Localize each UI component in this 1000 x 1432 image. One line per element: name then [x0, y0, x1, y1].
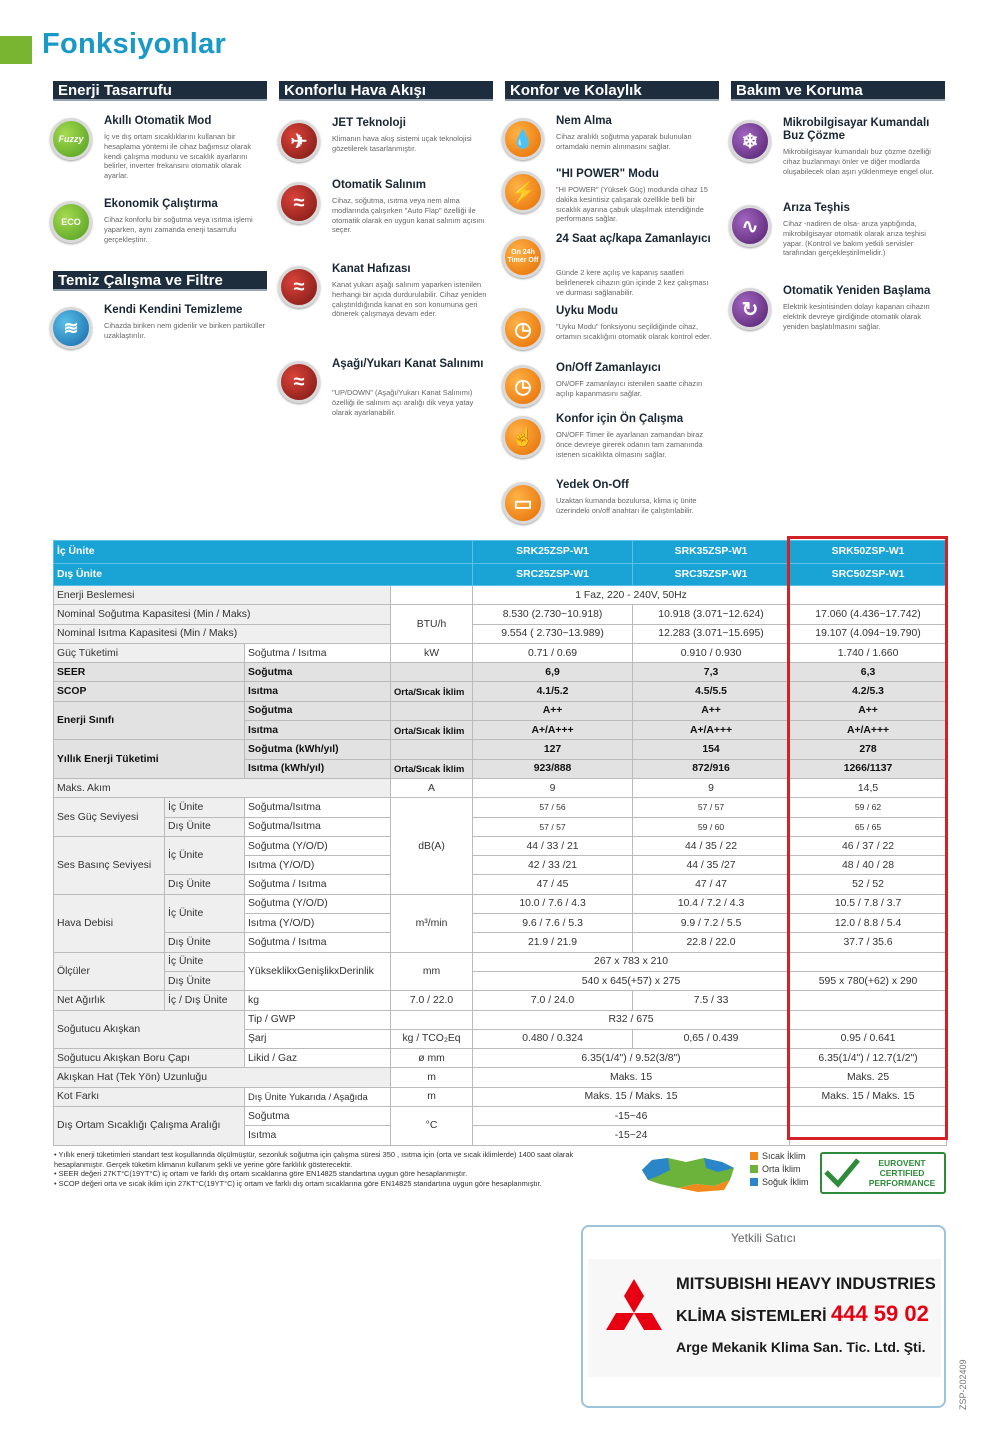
table-cell: 37.7 / 35.6 — [790, 933, 947, 952]
footnotes — [54, 1150, 616, 1188]
section-header-konforlu-hava: Konforlu Hava Akışı — [279, 81, 493, 101]
table-cell: SRK35ZSP-W1 — [633, 541, 790, 564]
table-cell: 52 / 52 — [790, 875, 947, 894]
table-cell: 48 / 40 / 28 — [790, 856, 947, 875]
table-cell: SCOP — [54, 682, 245, 701]
table-cell: 595 x 780(+62) x 290 — [790, 971, 947, 990]
table-cell: 127 — [473, 740, 633, 759]
table-cell: 59 / 62 — [790, 798, 947, 817]
table-cell: YükseklikxGenişlikxDerinlik — [245, 952, 391, 991]
feature-title: Ekonomik Çalıştırma — [104, 198, 218, 210]
table-cell: 923/888 — [473, 759, 633, 778]
jet-plane-icon: ✈ — [278, 120, 320, 162]
table-cell: 22.8 / 22.0 — [633, 933, 790, 952]
legend-item — [750, 1163, 809, 1176]
table-cell: İç Ünite — [165, 836, 245, 875]
section-header-temiz: Temiz Çalışma ve Filtre — [53, 271, 267, 291]
table-cell: Dış Ünite — [165, 971, 245, 990]
table-cell: A+/A+++ — [473, 721, 633, 740]
table-cell: 65 / 65 — [790, 817, 947, 836]
table-cell: Isıtma — [245, 721, 391, 740]
feature-description: Elektrik kesintisinden dolayı kapanan cihazın elektrik devreye girdiğinde otomatik olarak yeniden başlatılmasını sağlar. — [783, 302, 930, 331]
table-cell: 540 x 645(+57) x 275 — [473, 971, 790, 990]
table-cell: mm — [391, 952, 473, 991]
feature-description: Uzaktan kumanda bozulursa, klima iç ünite üzerindeki on/off anahtarı ile çalıştırılabilir. — [556, 496, 697, 515]
snowflake-icon: ❄ — [729, 120, 771, 162]
table-cell: dB(A) — [391, 798, 473, 894]
switch-icon: ▭ — [502, 482, 544, 524]
table-cell: Şarj — [245, 1029, 391, 1048]
footnote: • SEER değeri 27KT°C(19YT°C) iç ortam ve farklı dış ortam sıcaklarına göre EN14825 standartına uygun göre hesaplanmıştır. — [54, 1169, 468, 1178]
feature-title: Otomatik Yeniden Başlama — [783, 285, 931, 297]
table-cell: SRC25ZSP-W1 — [473, 563, 633, 586]
table-cell: 8.530 (2.730~10.918) — [473, 605, 633, 624]
highlight-frame — [787, 536, 948, 1140]
eurovent-text: PERFORMANCE — [868, 1178, 936, 1188]
table-cell — [391, 740, 473, 759]
table-cell: 21.9 / 21.9 — [473, 933, 633, 952]
table-cell: 19.107 (4.094~19.790) — [790, 624, 947, 643]
table-cell: 872/916 — [633, 759, 790, 778]
table-cell: Soğutma (Y/O/D) — [245, 894, 391, 913]
feature-title: JET Teknoloji — [332, 117, 406, 129]
water-drop-icon: 💧 — [502, 118, 544, 160]
table-cell: 0.71 / 0.69 — [473, 643, 633, 662]
dealer-subtitle — [676, 1301, 929, 1327]
table-cell: Soğutma/Isıtma — [245, 798, 391, 817]
table-cell: Soğutma / Isıtma — [245, 933, 391, 952]
dealer-title: Yetkili Satıcı — [731, 1231, 796, 1245]
table-cell: SEER — [54, 663, 245, 682]
pulse-diagnostic-icon: ∿ — [729, 205, 771, 247]
table-cell: Yıllık Enerji Tüketimi — [54, 740, 245, 779]
table-cell: Hava Debisi — [54, 894, 165, 952]
table-cell: Dış Ortam Sıcaklığı Çalışma Aralığı — [54, 1107, 245, 1146]
table-cell: 0.480 / 0.324 — [473, 1029, 633, 1048]
table-cell: ø mm — [391, 1049, 473, 1068]
table-cell: Dış Ünite — [165, 817, 245, 836]
feature-description: Klimanın hava akış sistemi uçak teknolojisi gözetilerek tasarlanmıştır. — [332, 134, 472, 153]
table-cell: 278 — [790, 740, 947, 759]
table-cell: Enerji Beslemesi — [54, 586, 391, 605]
feature-title: Akıllı Otomatik Mod — [104, 115, 212, 127]
table-cell: Isıtma (kWh/yıl) — [245, 759, 391, 778]
table-cell: 7.5 / 33 — [633, 991, 790, 1010]
table-cell: m — [391, 1068, 473, 1087]
table-cell: -15~24 — [473, 1126, 790, 1145]
table-cell: İç Ünite — [54, 541, 473, 564]
table-cell: İç Ünite — [165, 894, 245, 933]
table-cell: 57 / 57 — [473, 817, 633, 836]
legend-item — [750, 1150, 809, 1163]
page-title: Fonksiyonlar — [42, 28, 227, 60]
feature-title: Arıza Teşhis — [783, 202, 850, 214]
flap-memory-icon: ≈ — [278, 266, 320, 308]
table-cell: Soğutma / Isıtma — [245, 875, 391, 894]
table-cell: BTU/h — [391, 605, 473, 644]
table-cell: Orta/Sıcak İklim — [391, 759, 473, 778]
table-cell: 44 / 33 / 21 — [473, 836, 633, 855]
table-cell: Net Ağırlık — [54, 991, 165, 1010]
feature-title: Kendi Kendini Temizleme — [104, 304, 243, 316]
table-cell: Orta/Sıcak İklim — [391, 682, 473, 701]
table-cell: Dış Ünite — [54, 563, 473, 586]
feature-description: İç ve dış ortam sıcaklıklarını kullanan bir hesaplama yöntemi ile cihaz bağımsız olarak kendi çalışma modunu ve sıcaklık ayarlarını belirler, inverter frekansını otomatik olarak ayarlar. — [104, 132, 252, 181]
table-cell: 17.060 (4.436~17.742) — [790, 605, 947, 624]
table-cell: 0.95 / 0.641 — [790, 1029, 947, 1048]
table-cell: 57 / 56 — [473, 798, 633, 817]
feature-description: Cihaz, soğutma, ısıtma veya nem alma modlarında çalışırken "Auto Flap" özelliği ile otomatik olarak en uygun kanat salınım açısını seçer. — [332, 196, 485, 235]
table-cell: Ses Basınç Seviyesi — [54, 836, 165, 894]
table-cell — [391, 586, 473, 605]
feature-title: Otomatik Salınım — [332, 179, 426, 191]
dealer-company: Arge Mekanik Klima San. Tic. Ltd. Şti. — [676, 1339, 926, 1355]
clean-filter-icon: ≋ — [50, 307, 92, 349]
table-cell: 14,5 — [790, 778, 947, 797]
table-cell: Dış Ünite Yukarıda / Aşağıda — [245, 1087, 391, 1106]
eurovent-text: CERTIFIED — [879, 1168, 925, 1178]
table-cell: kg / TCO₂Eq — [391, 1029, 473, 1048]
table-cell: 0,65 / 0.439 — [633, 1029, 790, 1048]
feature-title: "HI POWER" Modu — [556, 168, 659, 180]
feature-title: Nem Alma — [556, 115, 612, 127]
feature-title: On/Off Zamanlayıcı — [556, 362, 661, 374]
table-cell: Soğutma — [245, 701, 391, 720]
table-cell: 10.5 / 7.8 / 3.7 — [790, 894, 947, 913]
table-cell: 6.35(1/4") / 9.52(3/8") — [473, 1049, 790, 1068]
table-cell: 12.283 (3.071~15.695) — [633, 624, 790, 643]
table-cell: 47 / 45 — [473, 875, 633, 894]
table-cell: 1266/1137 — [790, 759, 947, 778]
feature-description: Cihaz -nadiren de olsa- arıza yaptığında, mikrobilgisayar otomatik olarak arıza teşhisi yapar. (Kontrol ve bakım yetkili servisler tarafından gerçekleştirilmelidir.) — [783, 219, 926, 258]
feature-title: Yedek On-Off — [556, 479, 629, 491]
table-cell: Orta/Sıcak İklim — [391, 721, 473, 740]
dealer-card — [588, 1259, 941, 1377]
table-cell: 6,3 — [790, 663, 947, 682]
table-cell: SRK50ZSP-W1 — [790, 541, 947, 564]
table-cell: İç / Dış Ünite — [165, 991, 245, 1010]
feature-title: Mikrobilgisayar Kumandalı Buz Çözme — [783, 117, 930, 142]
table-cell: kW — [391, 643, 473, 662]
table-cell: A — [391, 778, 473, 797]
legend-label: Soğuk İklim — [762, 1177, 809, 1187]
table-cell: A++ — [633, 701, 790, 720]
table-cell: Soğutma (kWh/yıl) — [245, 740, 391, 759]
table-cell: Ölçüler — [54, 952, 165, 991]
table-cell: Nominal Soğutma Kapasitesi (Min / Maks) — [54, 605, 391, 624]
mitsubishi-diamonds-logo-icon — [598, 1277, 670, 1343]
feature-description: Cihazda biriken nem giderilir ve biriken partiküller uzaklaştırılır. — [104, 321, 266, 340]
dealer-subtitle-text: KLİMA SİSTEMLERİ — [676, 1308, 827, 1325]
footnote: • Yıllık enerji tüketimleri standart test koşullarında ölçülmüştür, sezonluk soğutma için çalışma süresi 350 , ısıtma için (orta ve sıcak iklimlerde) 1400 saat olarak hesaplanmıştır. Gerçek tüketim klimanın kullanım şekli ve yerine göre farklılık gösterecektir. — [54, 1150, 574, 1169]
table-cell: 7,3 — [633, 663, 790, 682]
eurovent-logo — [820, 1152, 946, 1194]
table-cell: Isıtma — [245, 1126, 391, 1145]
legend-item — [750, 1176, 809, 1189]
green-swatch-icon — [750, 1165, 758, 1173]
orange-swatch-icon — [750, 1152, 758, 1160]
table-cell — [391, 1010, 473, 1029]
feature-title: Konfor için Ön Çalışma — [556, 413, 684, 425]
section-header-konfor-kolaylik: Konfor ve Kolaylık — [505, 81, 719, 101]
table-cell: 7.0 / 24.0 — [473, 991, 633, 1010]
blue-swatch-icon — [750, 1178, 758, 1186]
table-cell: 10.918 (3.071~12.624) — [633, 605, 790, 624]
climate-legend — [750, 1150, 809, 1189]
table-cell: 6.35(1/4") / 12.7(1/2") — [790, 1049, 947, 1068]
table-cell: Akışkan Hat (Tek Yön) Uzunluğu — [54, 1068, 391, 1087]
table-cell: 4.5/5.5 — [633, 682, 790, 701]
section-header-bakim: Bakım ve Koruma — [731, 81, 945, 101]
eurovent-check-icon — [822, 1156, 862, 1190]
table-cell: SRC35ZSP-W1 — [633, 563, 790, 586]
eurovent-text: EUROVENT — [878, 1158, 926, 1168]
table-cell: 44 / 35 /27 — [633, 856, 790, 875]
feature-description: "HI POWER" (Yüksek Güç) modunda cihaz 15 dakika kesintisiz çalışarak özellikle belli bir sıcaklık ayarına çabuk ulaşılmak istendiğinde performans sağlar. — [556, 185, 708, 224]
table-cell: SRC50ZSP-W1 — [790, 563, 947, 586]
legend-label: Orta İklim — [762, 1164, 801, 1174]
table-cell: R32 / 675 — [473, 1010, 790, 1029]
table-cell: kg — [245, 991, 391, 1010]
feature-description: Cihaz konforlu bir soğutma veya ısıtma işlemi yaparken, aynı zamanda enerji tasarrufu gerçekleştirir. — [104, 215, 253, 244]
feature-description: ON/OFF Timer ile ayarlanan zamandan biraz önce devreye girerek odanın tam zamanında istenen sıcaklıkta olmasını sağlar. — [556, 430, 704, 459]
table-cell: Dış Ünite — [165, 875, 245, 894]
table-cell: Soğutma — [245, 1107, 391, 1126]
table-cell: Soğutucu Akışkan — [54, 1010, 245, 1049]
table-cell: 9.6 / 7.6 / 5.3 — [473, 914, 633, 933]
hand-touch-icon: ☝ — [502, 416, 544, 458]
table-cell: 9 — [633, 778, 790, 797]
table-cell: Soğutma — [245, 663, 391, 682]
lightning-icon: ⚡ — [502, 171, 544, 213]
section-header-enerji: Enerji Tasarrufu — [53, 81, 267, 101]
table-cell: 154 — [633, 740, 790, 759]
table-cell: Soğutma / Isıtma — [245, 643, 391, 662]
airflow-swing-icon: ≈ — [278, 182, 320, 224]
table-cell: 46 / 37 / 22 — [790, 836, 947, 855]
table-cell: A+/A+++ — [633, 721, 790, 740]
table-cell — [391, 701, 473, 720]
footnote: • SCOP değeri orta ve sıcak iklim için 27KT°C(19YT°C) iç ortam ve farklı dış ortam sıcaklarına göre EN14825 standartına uygun göre hesaplanmıştır. — [54, 1178, 542, 1188]
table-cell: 57 / 57 — [633, 798, 790, 817]
table-cell: 9.9 / 7.2 / 5.5 — [633, 914, 790, 933]
dealer-brand: MITSUBISHI HEAVY INDUSTRIES — [676, 1275, 936, 1293]
table-cell: 4.1/5.2 — [473, 682, 633, 701]
table-cell: Ses Güç Seviyesi — [54, 798, 165, 837]
table-cell: A++ — [473, 701, 633, 720]
feature-description: Cihaz aralıklı soğutma yaparak bulunulan ortamdaki nemin alınmasını sağlar. — [556, 132, 692, 151]
table-cell: Tip / GWP — [245, 1010, 391, 1029]
table-cell: °C — [391, 1107, 473, 1146]
feature-description: "UP/DOWN" (Aşağı/Yukarı Kanat Salınımı) özelliği ile salınım açı aralığı dik veya yatay olarak ayarlanabilir. — [332, 388, 474, 417]
feature-title: Uyku Modu — [556, 305, 618, 317]
table-cell: 4.2/5.3 — [790, 682, 947, 701]
table-cell: Maks. 15 — [473, 1068, 790, 1087]
table-cell: 9.554 ( 2.730~13.989) — [473, 624, 633, 643]
restart-icon: ↻ — [729, 288, 771, 330]
feature-title: Kanat Hafızası — [332, 263, 411, 275]
table-cell: 0.910 / 0.930 — [633, 643, 790, 662]
table-cell: Soğutma (Y/O/D) — [245, 836, 391, 855]
table-cell: Güç Tüketimi — [54, 643, 245, 662]
eco-icon: ECO — [50, 201, 92, 243]
legend-label: Sıcak İklim — [762, 1151, 806, 1161]
table-cell: Dış Ünite — [165, 933, 245, 952]
table-cell: A+/A+++ — [790, 721, 947, 740]
table-cell: İç Ünite — [165, 798, 245, 817]
table-cell — [391, 663, 473, 682]
feature-title: Aşağı/Yukarı Kanat Salınımı — [332, 358, 484, 370]
table-cell: SRK25ZSP-W1 — [473, 541, 633, 564]
table-cell: 6,9 — [473, 663, 633, 682]
table-cell: İç Ünite — [165, 952, 245, 971]
table-cell: -15~46 — [473, 1107, 790, 1126]
table-cell: Maks. 25 — [790, 1068, 947, 1087]
feature-description: Günde 2 kere açılış ve kapanış saatleri belirlenerek cihazın gün içinde 2 kez çalışması ve durması sağlanabilir. — [556, 268, 709, 297]
table-cell: 9 — [473, 778, 633, 797]
table-cell: 1 Faz, 220 - 240V, 50Hz — [473, 586, 790, 605]
sleep-clock-icon: ◷ — [502, 308, 544, 350]
feature-description: "Uyku Modu" fonksiyonu seçildiğinde cihaz, ortamın sıcaklığını otomatik olarak kontrol eder. — [556, 322, 712, 341]
table-cell: m³/min — [391, 894, 473, 952]
timer-clock-icon: ◷ — [502, 365, 544, 407]
table-cell: 59 / 60 — [633, 817, 790, 836]
table-cell: 10.4 / 7.2 / 4.3 — [633, 894, 790, 913]
table-cell: Isıtma — [245, 682, 391, 701]
table-cell: Isıtma (Y/O/D) — [245, 914, 391, 933]
title-accent-bar — [0, 36, 32, 64]
table-cell: A++ — [790, 701, 947, 720]
table-cell: 7.0 / 22.0 — [391, 991, 473, 1010]
table-cell: Enerji Sınıfı — [54, 701, 245, 740]
table-cell: 12.0 / 8.8 / 5.4 — [790, 914, 947, 933]
fuzzy-icon: Fuzzy — [50, 118, 92, 160]
table-cell: Isıtma (Y/O/D) — [245, 856, 391, 875]
table-cell: Likid / Gaz — [245, 1049, 391, 1068]
table-cell: Nominal Isıtma Kapasitesi (Min / Maks) — [54, 624, 391, 643]
feature-title: 24 Saat aç/kapa Zamanlayıcı — [556, 233, 711, 245]
timer-24h-icon: On 24h Timer Off — [502, 236, 544, 278]
table-cell: Maks. 15 / Maks. 15 — [473, 1087, 790, 1106]
table-cell: 47 / 47 — [633, 875, 790, 894]
feature-description: Kanat yukarı aşağı salınım yaparken istenilen herhangi bir açıda durdurulabilir. Cihaz yeniden çalıştırıldığında kanat en son konumuna geri dönerek çalışmaya devam eder. — [332, 280, 487, 319]
table-cell: Soğutma/Isıtma — [245, 817, 391, 836]
feature-description: ON/OFF zamanlayıcı istenilen saatte cihazın açılıp kapanmasını sağlar. — [556, 379, 703, 398]
table-cell: 42 / 33 /21 — [473, 856, 633, 875]
feature-description: Mikrobilgisayar kumandalı buz çözme özelliği cihaz buzlanmayı önler ve diğer modlarda oluşabilecek olan aşırı yüklenmeye engel olur. — [783, 147, 934, 176]
dealer-phone: 444 59 02 — [830, 1301, 929, 1326]
table-cell: Maks. 15 / Maks. 15 — [790, 1087, 947, 1106]
table-cell: m — [391, 1087, 473, 1106]
table-cell: Soğutucu Akışkan Boru Çapı — [54, 1049, 245, 1068]
table-cell: Kot Farkı — [54, 1087, 245, 1106]
table-cell: 44 / 35 / 22 — [633, 836, 790, 855]
authorized-dealer-box — [581, 1225, 946, 1408]
turkey-climate-map-icon — [638, 1150, 738, 1194]
document-code: ZSP-202409 — [958, 1359, 968, 1410]
table-cell: 1.740 / 1.660 — [790, 643, 947, 662]
table-cell: Maks. Akım — [54, 778, 391, 797]
table-cell: 10.0 / 7.6 / 4.3 — [473, 894, 633, 913]
flap-updown-icon: ≈ — [278, 361, 320, 403]
table-cell: 267 x 783 x 210 — [473, 952, 790, 971]
